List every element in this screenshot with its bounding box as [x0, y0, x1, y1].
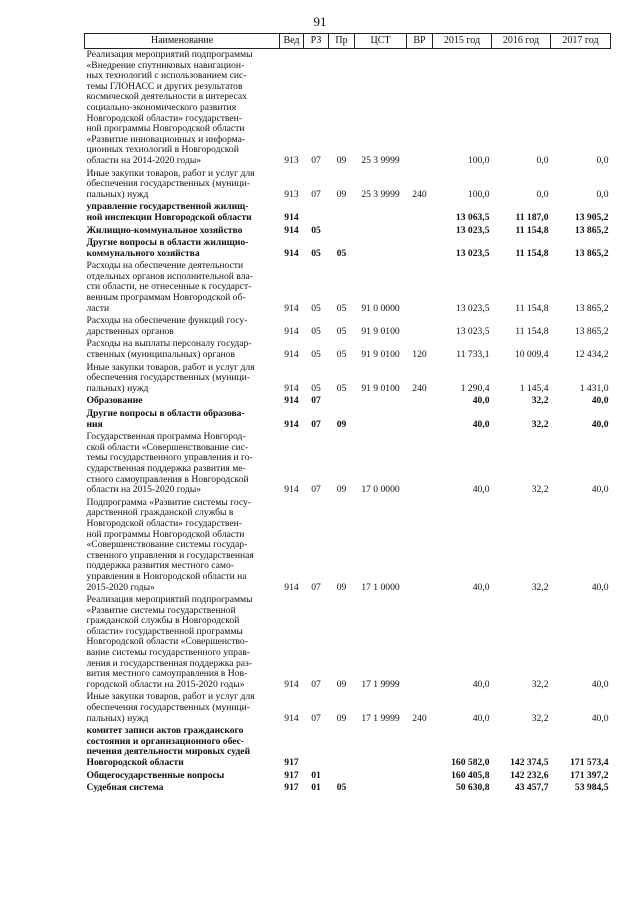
row-name: Общегосударственные вопросы — [86, 769, 225, 781]
row-pr: 05 — [336, 782, 347, 794]
row-name: Судебная система — [86, 782, 164, 794]
row-name: Иные закупки товаров, работ и услуг для обеспечения государственных (муници- пальных) нужд — [86, 691, 255, 724]
row-value-2015: 40,0 — [472, 678, 490, 690]
row-value-2017: 40,0 — [591, 581, 609, 593]
row-value-2015: 40,0 — [472, 418, 490, 430]
row-name: Расходы на выплаты персоналу государ- ственных (муниципальных) органов — [86, 338, 252, 361]
row-name: Расходы на обеспечение функций госу- дарственных органов — [86, 315, 248, 337]
row-value-2017: 0,0 — [596, 188, 609, 200]
row-name: Иные закупки товаров, работ и услуг для обеспечения государственных (муници- пальных) нужд — [86, 361, 255, 394]
row-name: комитет записи актов гражданского состояния и организационного обес- печения деятельности мировых судей Новгородской области — [86, 725, 251, 768]
row-cst — [355, 237, 407, 260]
row-pr: 09 — [336, 418, 347, 430]
budget-table — [84, 33, 611, 795]
row-ved: 917 — [284, 769, 299, 781]
row-value-2015: 100,0 — [467, 154, 490, 166]
table-row — [85, 770, 611, 783]
row-value-2017: 12 434,2 — [574, 349, 609, 361]
row-value-2016: 32,2 — [531, 418, 549, 430]
row-vr — [407, 725, 433, 769]
row-value-2016: 1 145,4 — [519, 382, 549, 394]
table-row — [85, 260, 611, 315]
row-rz — [304, 201, 329, 224]
table-row — [85, 362, 611, 396]
row-rz: 07 — [311, 395, 321, 407]
row-cst: 17 1 0000 — [361, 581, 400, 593]
row-ved: 914 — [284, 712, 299, 724]
table-row — [85, 408, 611, 431]
row-name: Другие вопросы в области жилищно- коммунального хозяйства — [86, 237, 249, 259]
row-value-2015: 1 290,4 — [460, 382, 490, 394]
row-cst: 17 1 9999 — [361, 712, 400, 724]
table-row — [85, 395, 611, 408]
row-pr — [329, 770, 355, 783]
row-ved: 917 — [284, 757, 299, 768]
row-name: Иные закупки товаров, работ и услуг для обеспечения государственных (муници- пальных) нужд — [86, 167, 255, 200]
row-value-2017: 13 905,2 — [574, 211, 609, 223]
row-value-2017: 53 984,5 — [574, 782, 609, 794]
row-pr: 09 — [336, 678, 347, 690]
row-name: Жилищно-коммунальное хозяйство — [86, 224, 243, 236]
row-cst — [355, 395, 407, 408]
table-header-row — [85, 34, 611, 49]
row-ved: 913 — [284, 154, 299, 166]
row-value-2017: 171 397,2 — [570, 769, 609, 781]
row-pr: 05 — [336, 349, 347, 361]
row-rz: 07 — [311, 188, 321, 200]
row-value-2016: 32,2 — [531, 484, 549, 496]
row-value-2015: 50 630,8 — [455, 782, 490, 794]
row-ved: 914 — [284, 382, 299, 394]
row-ved: 914 — [284, 484, 299, 496]
row-pr — [329, 225, 355, 238]
row-ved: 917 — [284, 782, 299, 794]
row-cst: 91 9 0100 — [361, 349, 400, 361]
row-vr — [407, 594, 433, 691]
row-pr: 09 — [336, 712, 347, 724]
header-2015: 2015 год — [433, 34, 492, 49]
row-vr — [407, 497, 433, 594]
row-ved: 914 — [284, 211, 299, 223]
table-row — [85, 594, 611, 691]
row-vr — [407, 408, 433, 431]
row-vr — [407, 237, 433, 260]
table-row — [85, 168, 611, 202]
row-vr — [407, 782, 433, 795]
row-pr — [329, 395, 355, 408]
row-ved: 914 — [284, 224, 299, 236]
header-2017: 2017 год — [551, 34, 611, 49]
row-value-2016: 11 154,8 — [515, 325, 549, 337]
header-2016: 2016 год — [492, 34, 551, 49]
row-value-2017: 40,0 — [591, 395, 609, 407]
table-row — [85, 315, 611, 338]
row-cst — [355, 770, 407, 783]
row-value-2015: 100,0 — [467, 188, 490, 200]
header-rz: РЗ — [304, 34, 329, 49]
row-rz: 05 — [311, 302, 321, 314]
row-name: управление государственной жилищ- ной инспекции Новгородской области — [86, 201, 252, 223]
row-value-2016: 11 187,0 — [515, 211, 549, 223]
row-cst — [355, 782, 407, 795]
table-body — [85, 49, 611, 795]
table-row — [85, 49, 611, 168]
row-pr: 05 — [336, 382, 347, 394]
row-ved: 914 — [284, 418, 299, 430]
table-row — [85, 725, 611, 769]
row-rz: 07 — [311, 418, 321, 430]
row-vr — [407, 225, 433, 238]
row-cst: 17 0 0000 — [361, 484, 400, 496]
row-vr: 120 — [412, 349, 427, 361]
row-value-2015: 160 582,0 — [451, 757, 490, 768]
row-name: Реализация мероприятий подпрограммы «Внедрение спутниковых навигацион- ных технологий с использованием сис- темы ГЛОНАСС и других результатов космической деятельности в интересах социально-экономического развития Новгородской области» государствен- ной программы Новгородской области «Развитие инновационных и информа- ционных технологий в Новгородской области на 2014-2020 годы» — [86, 49, 253, 166]
row-value-2016: 11 154,8 — [515, 302, 549, 314]
header-vr: ВР — [407, 34, 433, 49]
row-value-2015: 40,0 — [472, 712, 490, 724]
row-pr: 05 — [336, 325, 347, 337]
row-ved: 914 — [284, 678, 299, 690]
table-row — [85, 225, 611, 238]
row-value-2017: 40,0 — [591, 678, 609, 690]
row-ved: 914 — [284, 302, 299, 314]
row-value-2015: 11 733,1 — [456, 349, 490, 361]
row-value-2017: 1 431,0 — [579, 382, 609, 394]
row-value-2015: 13 023,5 — [455, 302, 490, 314]
row-name: Подпрограмма «Развитие системы госу- дарственной гражданской службы в Новгородской области» государствен- ной программы Новгородской области «Совершенствование системы государ- ственного управления и государственная поддержка развития местного само- управления в Новгородской области на 2015-2020 годы» — [86, 496, 254, 593]
row-rz: 05 — [311, 349, 321, 361]
row-cst: 91 0 0000 — [361, 302, 400, 314]
row-name: Государственная программа Новгород- ской области «Совершенствование сис- темы государственного управления и го- сударственная поддержка развития ме- стного самоуправления в Новгородской области на 2015-2020 годы» — [86, 431, 253, 496]
page-number: 91 — [313, 14, 327, 29]
row-ved: 914 — [284, 581, 299, 593]
header-pr: Пр — [329, 34, 355, 49]
row-value-2016: 43 457,7 — [514, 782, 549, 794]
table-row — [85, 237, 611, 260]
row-value-2017: 13 865,2 — [574, 247, 609, 259]
row-vr — [407, 431, 433, 497]
row-name: Образование — [86, 395, 143, 407]
row-value-2016: 11 154,8 — [515, 247, 549, 259]
row-vr — [407, 260, 433, 315]
table-row — [85, 338, 611, 361]
row-ved: 914 — [284, 395, 299, 407]
row-rz: 07 — [311, 154, 321, 166]
row-value-2016: 32,2 — [531, 712, 549, 724]
row-pr: 09 — [336, 154, 347, 166]
row-name: Другие вопросы в области образова- ния — [86, 408, 245, 430]
row-ved: 914 — [284, 247, 299, 259]
row-cst: 91 9 0100 — [361, 325, 400, 337]
row-value-2017: 40,0 — [591, 712, 609, 724]
row-cst: 25 3 9999 — [361, 154, 400, 166]
row-vr — [407, 315, 433, 338]
header-name: Наименование — [85, 34, 280, 49]
row-vr: 240 — [412, 188, 427, 200]
row-name: Реализация мероприятий подпрограммы «Развитие системы государственной гражданской службы в Новгородской области» государственной программы Новгородской области «Совершенство- вание системы государственного управ- ления и государственная поддержка раз- вития местного самоуправления в Нов- городской области на 2015-2020 годы» — [86, 594, 253, 690]
row-ved: 913 — [284, 188, 299, 200]
row-vr: 240 — [412, 712, 427, 724]
row-name: Расходы на обеспечение деятельности отдельных органов исполнительной вла- сти области, не отнесенные к государст- венным программам Новгородской об- ласти — [86, 260, 253, 314]
row-rz: 05 — [311, 224, 321, 236]
row-pr: 09 — [336, 484, 347, 496]
row-value-2015: 13 023,5 — [455, 224, 490, 236]
row-cst — [355, 201, 407, 224]
row-vr: 240 — [412, 382, 427, 394]
row-value-2015: 40,0 — [472, 484, 490, 496]
row-value-2015: 40,0 — [472, 395, 490, 407]
row-value-2016: 32,2 — [531, 678, 549, 690]
row-rz: 05 — [311, 382, 321, 394]
row-value-2017: 40,0 — [591, 484, 609, 496]
table-row — [85, 782, 611, 795]
row-value-2016: 32,2 — [531, 581, 549, 593]
row-cst — [355, 225, 407, 238]
row-value-2016: 0,0 — [536, 188, 549, 200]
row-ved: 914 — [284, 349, 299, 361]
row-rz: 07 — [311, 581, 321, 593]
table-row — [85, 201, 611, 224]
row-value-2017: 13 865,2 — [574, 302, 609, 314]
table-row — [85, 497, 611, 594]
row-cst: 17 1 9999 — [361, 678, 400, 690]
row-rz: 07 — [311, 712, 321, 724]
row-rz: 01 — [311, 769, 321, 781]
header-cst: ЦСТ — [355, 34, 407, 49]
row-pr: 09 — [336, 581, 347, 593]
row-pr — [329, 725, 355, 769]
row-vr — [407, 395, 433, 408]
row-vr — [407, 770, 433, 783]
row-pr: 05 — [336, 247, 347, 259]
row-value-2016: 11 154,8 — [515, 224, 549, 236]
row-rz: 07 — [311, 678, 321, 690]
row-value-2017: 13 865,2 — [574, 224, 609, 236]
row-vr — [407, 201, 433, 224]
row-cst — [355, 408, 407, 431]
row-value-2017: 171 573,4 — [570, 757, 609, 768]
row-value-2015: 13 063,5 — [455, 211, 490, 223]
row-value-2017: 0,0 — [596, 154, 609, 166]
row-rz: 05 — [311, 325, 321, 337]
row-pr: 09 — [336, 188, 347, 200]
row-value-2016: 142 374,5 — [510, 757, 549, 768]
row-cst — [355, 725, 407, 769]
row-cst: 91 9 0100 — [361, 382, 400, 394]
row-value-2015: 160 405,8 — [451, 769, 490, 781]
row-value-2016: 10 009,4 — [514, 349, 549, 361]
row-cst: 25 3 9999 — [361, 188, 400, 200]
row-vr — [407, 49, 433, 168]
row-rz: 05 — [311, 247, 321, 259]
row-value-2015: 13 023,5 — [455, 247, 490, 259]
row-value-2016: 32,2 — [531, 395, 549, 407]
row-value-2017: 40,0 — [591, 418, 609, 430]
row-value-2017: 13 865,2 — [574, 325, 609, 337]
row-value-2015: 13 023,5 — [455, 325, 490, 337]
table-row — [85, 431, 611, 497]
table-row — [85, 691, 611, 725]
row-rz — [304, 725, 329, 769]
row-value-2015: 40,0 — [472, 581, 490, 593]
row-pr — [329, 201, 355, 224]
row-pr: 05 — [336, 302, 347, 314]
header-ved: Вед — [280, 34, 304, 49]
row-value-2016: 0,0 — [536, 154, 549, 166]
row-rz: 07 — [311, 484, 321, 496]
row-rz: 01 — [311, 782, 321, 794]
row-ved: 914 — [284, 325, 299, 337]
row-value-2016: 142 232,6 — [510, 769, 549, 781]
